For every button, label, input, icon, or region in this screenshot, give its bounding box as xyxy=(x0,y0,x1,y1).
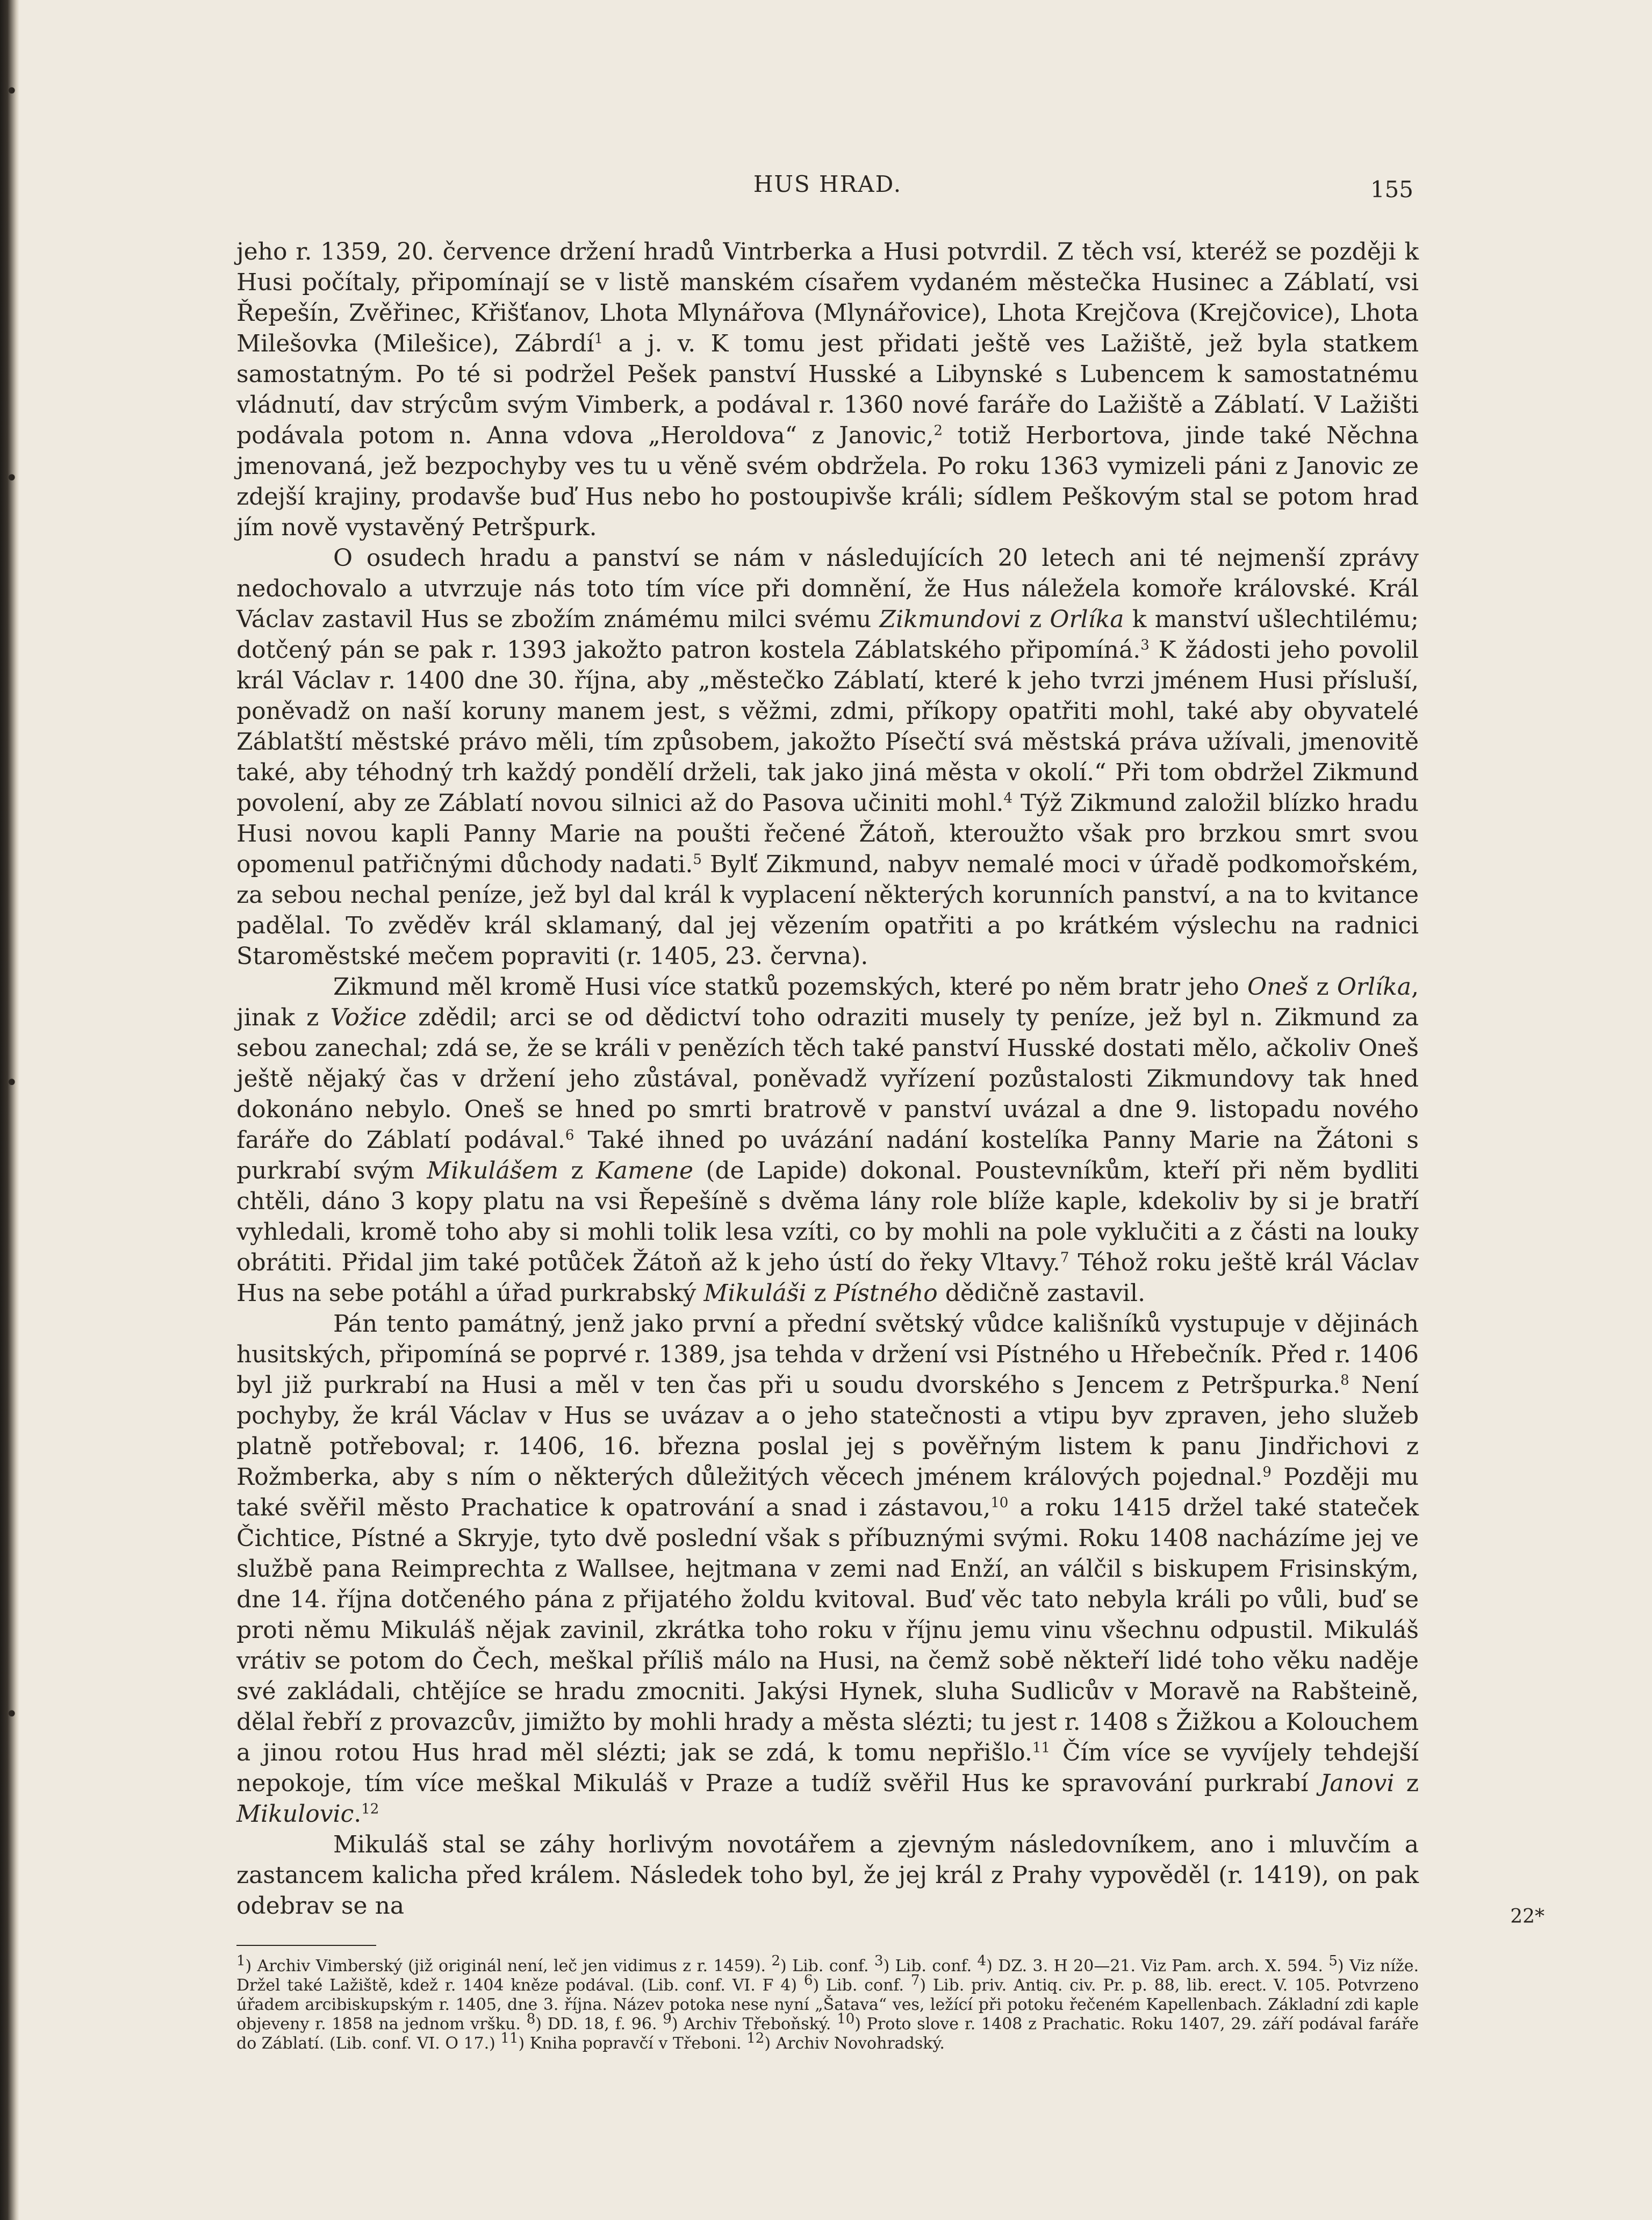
paragraph: Mikuláš stal se záhy horlivým novotářem a zjevným následovníkem, ano i mluvčím a zastancem kalicha před králem. Následek toho byl, že jej král z Prahy vypověděl (r. 1419), on pak odebrav se na xyxy=(236,1831,1419,1920)
margin-mark: • xyxy=(5,79,18,104)
paragraph: jeho r. 1359, 20. července držení hradů Vintrberka a Husi potvrdil. Z těch vsí, kteréž se později k Husi počítaly, připomínají se v listě manském císařem vydaném městečka Husinec a Záblatí, vsi Řepešín, Zvěřinec, Křišťanov, Lhota Mlynářova (Mlynářovice), Lhota Krejčova (Krejčovice), Lhota Milešovka (Milešice), Zábrdí$^1$ a j. v. K tomu jest přidati ještě ves Lažiště, jež byla statkem samostatným. Po té si podržel Pešek panství Husské a Libynské s Lubencem k samostatnému vládnutí, dav strýcům svým Vimberk, a podával r. 1360 nové faráře do Lažiště a Záblatí. V Lažišti podávala potom n. Anna vdova „Heroldova“ z Janovic,$^2$ totiž Herbortova, jinde také Něchna jmenovaná, jež bezpochyby ves tu u věně svém obdržela. Po roku 1363 vymizeli páni z Janovic ze zdejší krajiny, prodavše buď Hus nebo ho postoupivše králi; sídlem Peškovým stal se potom hrad jím nově vystavěný Petršpurk. xyxy=(236,238,1419,541)
page xyxy=(236,171,1419,2053)
footnotes: $^1$) Archiv Vimberský (již originál není, leč jen vidimus z r. 1459). $^2$) Lib. conf. $^3$) Lib. conf. $^4$) DZ. 3. H 20—21. Viz Pam. arch. X. 594. $^5$) Viz níže. Držel také Lažiště, kdež r. 1404 kněze podával. (Lib. conf. VI. F 4) $^6$) Lib. conf. $^7$) Lib. priv. Antiq. civ. Pr. p. 88, lib. erect. V. 105. Potvrzeno úřadem arcibiskupským r. 1405, dne 3. října. Název potoka nese nyní „Šatava“ ves, ležící při potoku řečeném Kapellenbach. Základní zdi kaple objeveny r. 1858 na jednom vršku. $^8$) DD. 18, f. 96. $^9$) Archiv Třeboňský. $^{10}$) Proto slove r. 1408 z Prachatic. Roku 1407, 29. září podával faráře do Záblatí. (Lib. conf. VI. O 17.) $^{11}$) Kniha popravčí v Třeboni. $^{12}$) Archiv Novohradský. xyxy=(236,1953,1419,2053)
paragraph: Pán tento památný, jenž jako první a přední světský vůdce kališníků vystupuje v dějinách husitských, připomíná se poprvé r. 1389, jsa tehda v držení vsi Pístného u Hřebečník. Před r. 1406 byl již purkrabí na Husi a měl v ten čas při u soudu dvorského s Jencem z Petršpurka.$^8$ Není pochyby, že král Václav v Hus se uvázav a o jeho statečnosti a vtipu byv zpraven, jeho služeb platně potřeboval; r. 1406, 16. března poslal jej s pověřným listem k panu Jindřichovi z Rožmberka, aby s ním o některých důležitých věcech jménem králových pojednal.$^9$ Později mu také svěřil město Prachatice k opatrování a snad i zástavou,$^{10}$ a roku 1415 držel také stateček Čichtice, Pístné a Skryje, tyto dvě poslední však s příbuznými svými. Roku 1408 nacházíme jej ve službě pana Reimprechta z Wallsee, hejtmana v zemi nad Enží, an válčil s biskupem Frisinským, dne 14. října dotčeného pána z přijatého žoldu kvitoval. Buď věc tato nebyla králi po vůli, buď se proti němu Mikuláš nějak zavinil, zkrátka toho roku v říjnu jemu vinu všechnu odpustil. Mikuláš vrátiv se potom do Čech, meškal příliš málo na Husi, na čemž sobě někteří lidé toho věku naděje své zakládali, chtějíce se hradu zmocniti. Jakýsi Hynek, sluha Sudlicův v Moravě na Rabšteině, dělal řebří z provazcův, jimižto by mohli hrady a města slézti; tu jest r. 1408 s Žižkou a Kolouchem a jinou rotou Hus hrad měl slézti; jak se zdá, k tomu nepřišlo.$^{11}$ Čím více se vyvíjely tehdejší nepokoje, tím více meškal Mikuláš v Praze a tudíž svěřil Hus ke spravování purkrabí Janovi z Mikulovic.$^{12}$ xyxy=(236,1310,1419,1828)
paragraph: O osudech hradu a panství se nám v následujících 20 letech ani té nejmenší zprávy nedochovalo a utvrzuje nás toto tím více při domnění, že Hus náležela komoře královské. Král Václav zastavil Hus se zbožím známému milci svému Zikmundovi z Orlíka k manství ušlechtilému; dotčený pán se pak r. 1393 jakožto patron kostela Záblatského připomíná.$^3$ K žádosti jeho povolil král Václav r. 1400 dne 30. října, aby „městečko Záblatí, které k jeho tvrzi jménem Husi přísluší, poněvadž on naší koruny manem jest, s věžmi, zdmi, příkopy opatřiti mohl, také aby obyvatelé Záblatští městské právo měli, tím způsobem, jakožto Písečtí svá městská práva užívali, jmenovitě také, aby téhodný trh každý pondělí drželi, tak jako jiná města v okolí.“ Při tom obdržel Zikmund povolení, aby ze Záblatí novou silnici až do Pasova učiniti mohl.$^4$ Týž Zikmund založil blízko hradu Husi novou kapli Panny Marie na poušti řečené Žátoň, kteroužto však pro brzkou smrt svou opomenul patřičnými důchody nadati.$^5$ Bylť Zikmund, nabyv nemalé moci v úřadě podkomořském, za sebou nechal peníze, jež byl dal král k vyplacení některých korunních panství, a na to kvitance padělal. To zvěděv král sklamaný, dal jej vězením opatřiti a po krátkém výslechu na radnici Staroměstské mečem popraviti (r. 1405, 23. června). xyxy=(236,544,1419,970)
paragraph: Zikmund měl kromě Husi více statků pozemských, které po něm bratr jeho Oneš z Orlíka, jinak z Vožice zdědil; arci se od dědictví toho odraziti musely ty peníze, jež byl n. Zikmund za sebou zanechal; zdá se, že se králi v penězích těch také panství Husské dostati mělo, ačkoliv Oneš ještě nějaký čas v držení jeho zůstával, poněvadž vyřízení pozůstalosti Zikmundovy tak hned dokonáno nebylo. Oneš se hned po smrti bratrově v panství uvázal a dne 9. listopadu nového faráře do Záblatí podával.$^6$ Také ihned po uvázání nadání kostelíka Panny Marie na Žátoni s purkrabí svým Mikulášem z Kamene (de Lapide) dokonal. Poustevníkům, kteří při něm bydliti chtěli, dáno 3 kopy platu na vsi Řepešíně s dvěma lány role blíže kaple, kdekoliv by si je bratří vyhledali, kromě toho aby si mohli tolik lesa vzíti, co by mohli na pole vyklučiti a z části na louky obrátiti. Přidal jim také potůček Žátoň až k jeho ústí do řeky Vltavy.$^7$ Téhož roku ještě král Václav Hus na sebe potáhl a úřad purkrabský Mikuláši z Pístného dědičně zastavil. xyxy=(236,973,1419,1307)
footnote-divider xyxy=(236,1945,376,1946)
binding-gutter xyxy=(0,0,19,2220)
margin-mark: • xyxy=(5,1702,18,1727)
page-number: 155 xyxy=(1370,176,1413,203)
body-text xyxy=(236,236,1419,1921)
running-head xyxy=(236,171,1419,209)
margin-mark: • xyxy=(5,466,18,491)
page-title: HUS HRAD. xyxy=(753,171,902,197)
margin-mark: • xyxy=(5,1071,18,1095)
printer-signature: 22* xyxy=(1510,1906,1545,1928)
